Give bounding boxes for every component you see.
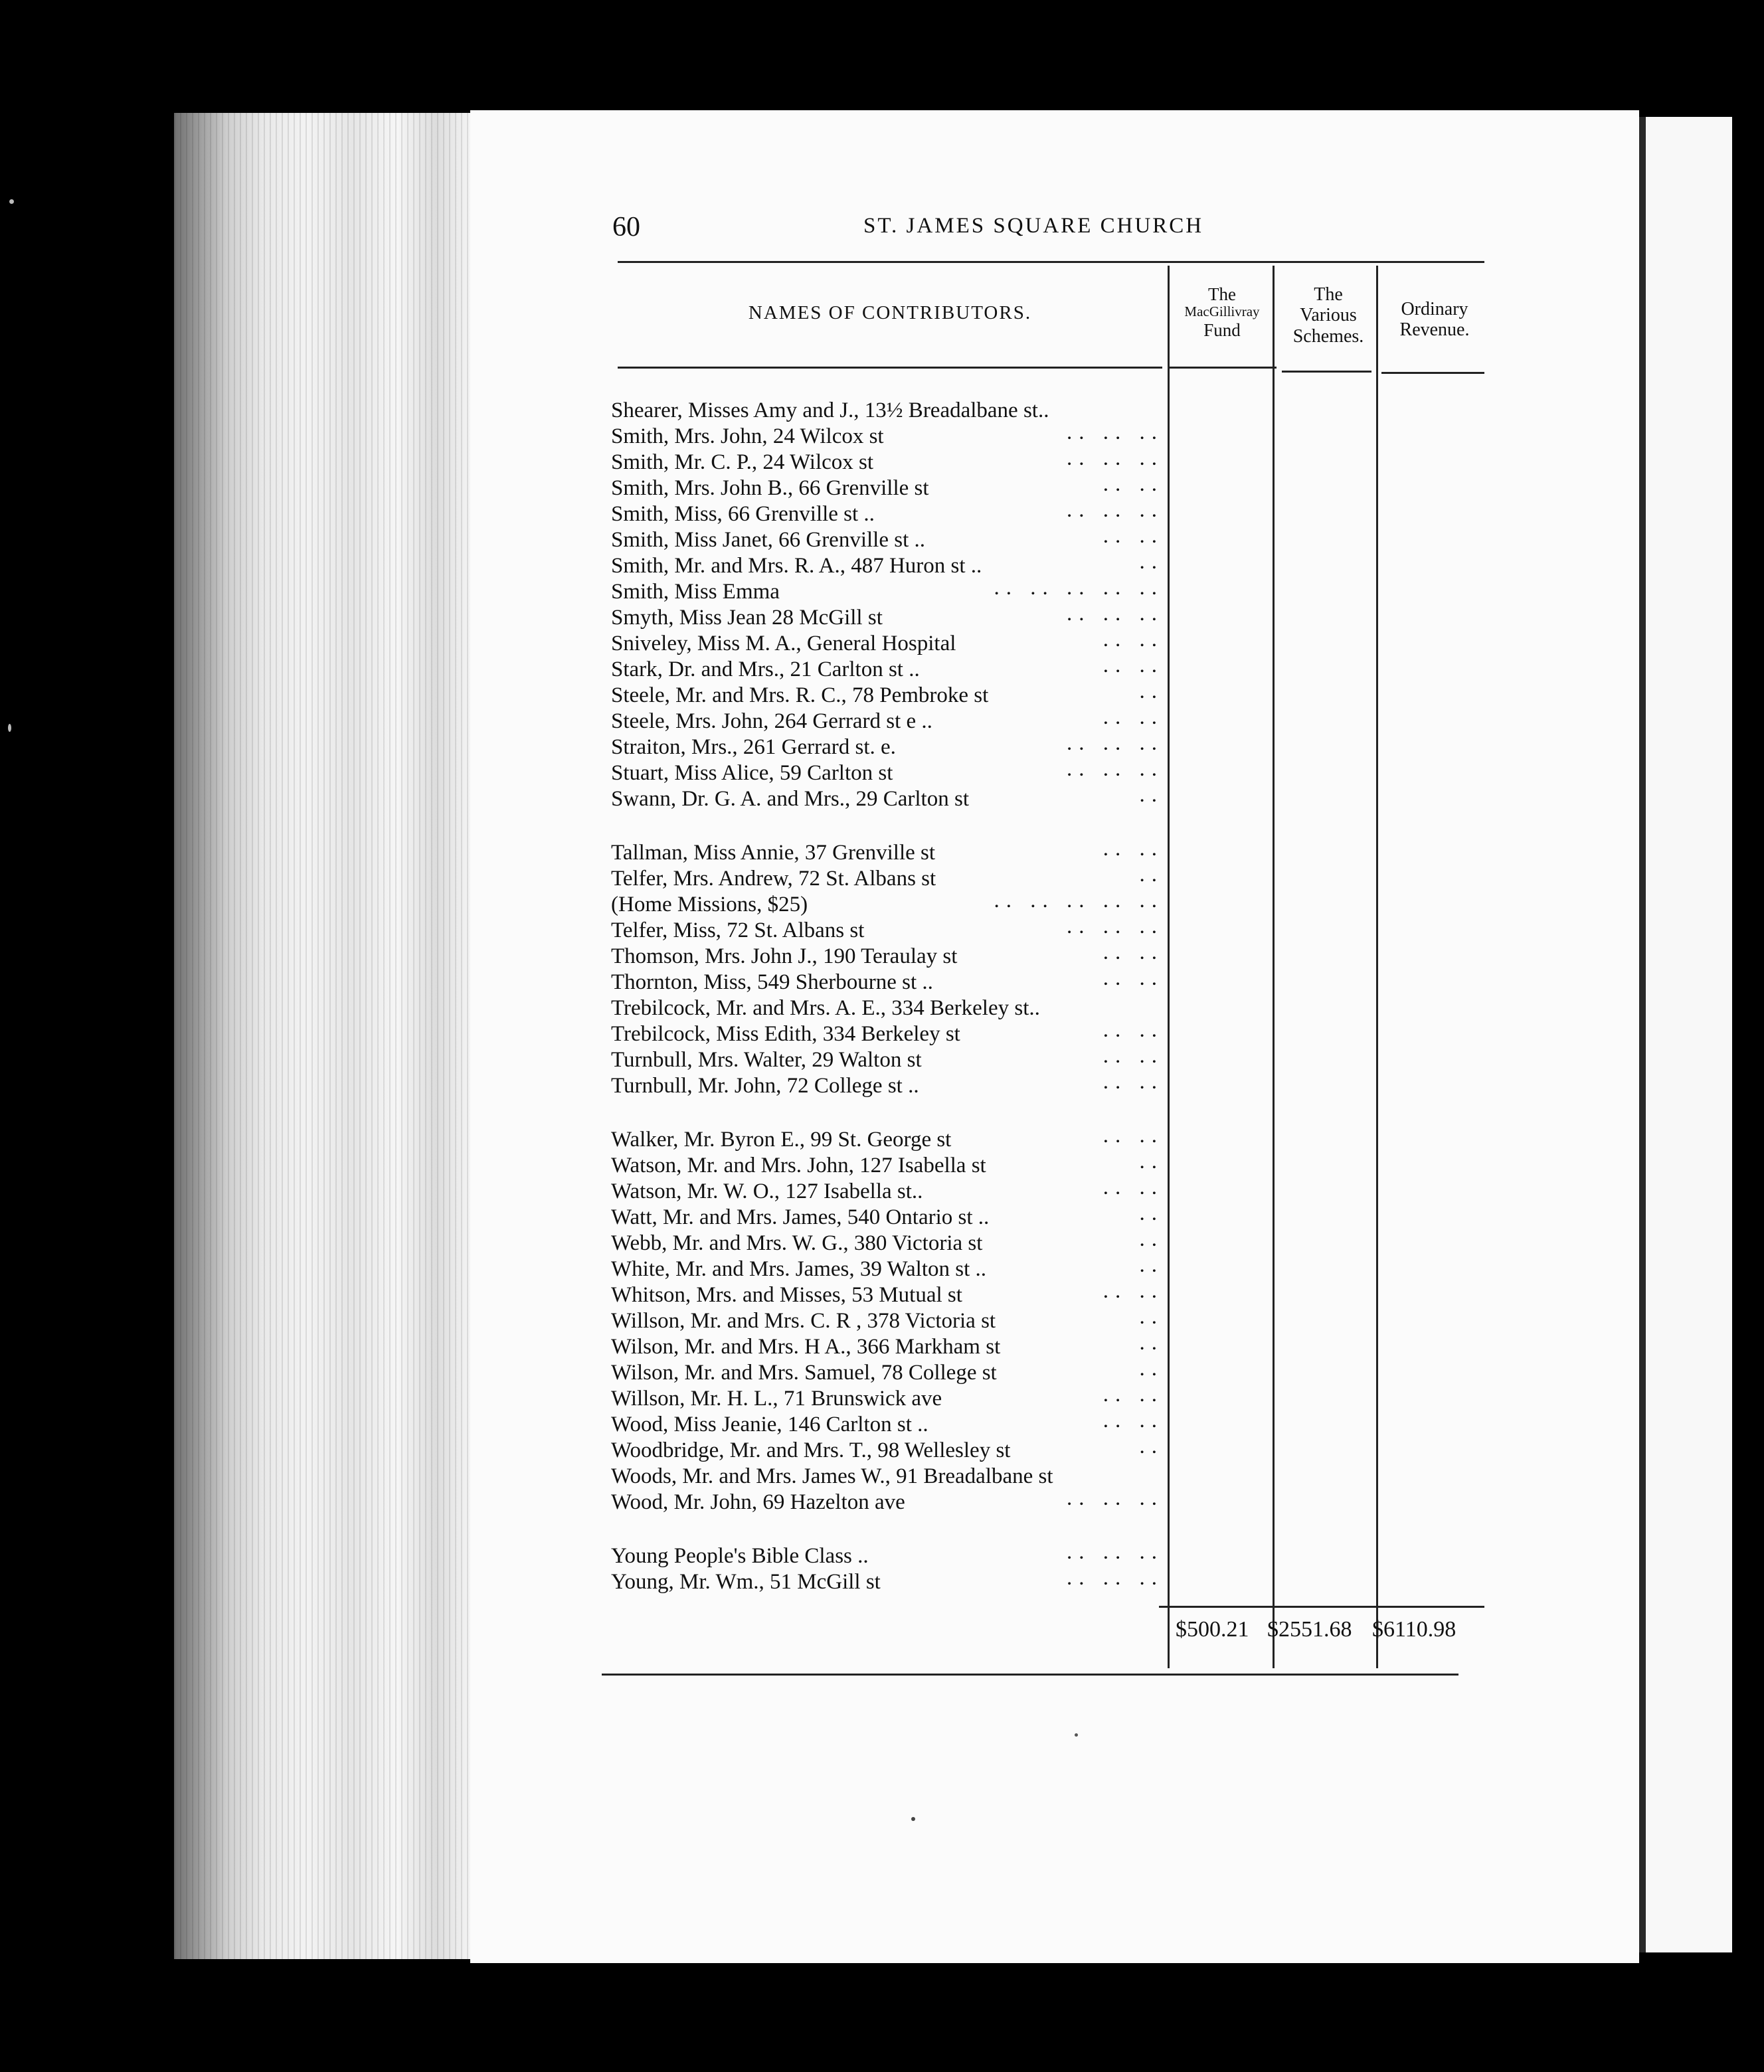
dot-leader: ..	[1139, 1227, 1164, 1251]
column-divider-3	[1376, 266, 1378, 1668]
dot-leader: .. ..	[1102, 1279, 1164, 1303]
dot-leader: .. .. ..	[1067, 1566, 1164, 1590]
table-row	[611, 1357, 1164, 1387]
table-row	[611, 1124, 1164, 1154]
table-row	[611, 1434, 1164, 1465]
totals-rule	[1159, 1606, 1484, 1608]
running-title: ST. JAMES SQUARE CHURCH	[863, 214, 1204, 238]
table-row	[611, 1305, 1164, 1336]
contributor-name: Walker, Mr. Byron E., 99 St. George st	[611, 1128, 952, 1152]
dot-leader: .. ..	[1102, 472, 1164, 496]
macgillivray-header-line: Fund	[1203, 319, 1241, 340]
names-column-header: NAMES OF CONTRIBUTORS.	[748, 302, 1032, 323]
contributor-name: Turnbull, Mrs. Walter, 29 Walton st	[611, 1048, 922, 1072]
book-page-edges	[174, 113, 472, 1959]
total-macgillivray-fund: $500.21	[1176, 1617, 1249, 1642]
dot-leader: .. .. .. .. ..	[994, 889, 1164, 912]
contributor-name: Straiton, Mrs., 261 Gerrard st. e.	[611, 735, 896, 759]
contributor-name: Tallman, Miss Annie, 37 Grenville st	[611, 841, 936, 865]
contributor-name: Woodbridge, Mr. and Mrs. T., 98 Wellesley st	[611, 1438, 1011, 1462]
contributor-name: White, Mr. and Mrs. James, 39 Walton st ..	[611, 1257, 987, 1281]
column-divider-1	[1168, 266, 1170, 1668]
table-row	[611, 837, 1164, 867]
dot-leader: .. .. ..	[1067, 602, 1164, 626]
dot-leader: .. ..	[1102, 1124, 1164, 1148]
revenue-header-line: Revenue.	[1399, 319, 1470, 341]
dot-leader: .. .. ..	[1067, 420, 1164, 444]
dot-leader: ..	[1139, 1357, 1164, 1381]
contributor-name: Young, Mr. Wm., 51 McGill st	[611, 1570, 881, 1594]
contributor-name: Wood, Mr. John, 69 Hazelton ave	[611, 1490, 905, 1514]
contributor-name: Telfer, Mrs. Andrew, 72 St. Albans st	[611, 867, 936, 891]
table-row	[611, 783, 1164, 814]
table-row	[611, 1383, 1164, 1413]
table-row	[611, 602, 1164, 632]
dot-leader: .. .. ..	[1067, 914, 1164, 938]
contributor-name: Smith, Miss Janet, 66 Grenville st ..	[611, 528, 925, 552]
contributor-name: Smith, Mr. C. P., 24 Wilcox st	[611, 450, 874, 474]
dot-leader: .. .. ..	[1067, 498, 1164, 522]
bottom-rule	[602, 1674, 1458, 1676]
total-ordinary-revenue: $6110.98	[1372, 1617, 1456, 1642]
dot-leader: ..	[1139, 1331, 1164, 1355]
contributor-name: Wood, Miss Jeanie, 146 Carlton st ..	[611, 1413, 928, 1436]
table-row	[611, 1150, 1164, 1180]
dust-speck	[1075, 1733, 1078, 1737]
table-row	[611, 524, 1164, 555]
revenue-header-line: Ordinary	[1401, 299, 1468, 319]
dot-leader: .. .. .. .. ..	[994, 576, 1164, 600]
contributor-name: Thornton, Miss, 549 Sherbourne st ..	[611, 970, 933, 994]
contributor-name: Smith, Mrs. John B., 66 Grenville st	[611, 476, 929, 500]
dot-leader: .. ..	[1102, 653, 1164, 677]
header-rule-col1	[1169, 367, 1277, 369]
table-row	[611, 757, 1164, 788]
table-row	[611, 1566, 1164, 1597]
contributor-name: Trebilcock, Miss Edith, 334 Berkeley st	[611, 1022, 960, 1046]
contributor-name: Smith, Miss, 66 Grenville st ..	[611, 502, 875, 526]
table-row	[611, 1044, 1164, 1075]
schemes-header-line: Various	[1300, 305, 1357, 326]
dot-leader: .. ..	[1102, 1018, 1164, 1042]
schemes-header-line: The	[1314, 284, 1343, 305]
macgillivray-header-line: The	[1208, 284, 1236, 304]
dot-leader: ..	[1139, 1150, 1164, 1173]
dot-leader: .. ..	[1102, 1175, 1164, 1199]
contributor-name: Young People's Bible Class ..	[611, 1544, 869, 1568]
macgillivray-fund-header	[1172, 284, 1272, 340]
dot-leader: .. ..	[1102, 837, 1164, 861]
contributor-name: Smyth, Miss Jean 28 McGill st	[611, 606, 883, 630]
contributor-name: Watson, Mr. W. O., 127 Isabella st..	[611, 1179, 923, 1203]
table-row	[611, 1409, 1164, 1439]
dot-leader: .. ..	[1102, 524, 1164, 548]
contributor-name: Wilson, Mr. and Mrs. Samuel, 78 College st	[611, 1361, 997, 1385]
dust-speck	[8, 724, 11, 732]
table-row	[611, 446, 1164, 477]
page-number: 60	[612, 212, 640, 242]
table-row	[611, 914, 1164, 945]
contributor-name: Sniveley, Miss M. A., General Hospital	[611, 632, 956, 655]
dot-leader: .. ..	[1102, 1383, 1164, 1407]
dot-leader: ..	[1139, 783, 1164, 807]
various-schemes-header	[1279, 284, 1378, 347]
dot-leader: .. .. ..	[1067, 446, 1164, 470]
dust-speck	[911, 1817, 915, 1821]
table-row	[611, 1070, 1164, 1100]
table-row	[611, 653, 1164, 684]
contributor-name: Smith, Mrs. John, 24 Wilcox st	[611, 424, 884, 448]
contributor-name: Willson, Mr. H. L., 71 Brunswick ave	[611, 1387, 942, 1411]
contributor-name: Trebilcock, Mr. and Mrs. A. E., 334 Berkeley st..	[611, 996, 1040, 1020]
contributor-name: Steele, Mrs. John, 264 Gerrard st e ..	[611, 709, 932, 733]
macgillivray-header-line: MacGillivray	[1184, 303, 1260, 320]
contributor-name: Smith, Miss Emma	[611, 580, 780, 604]
contributor-name: Smith, Mr. and Mrs. R. A., 487 Huron st ..	[611, 554, 982, 578]
dot-leader: .. ..	[1102, 1044, 1164, 1068]
schemes-header-line: Schemes.	[1292, 325, 1364, 347]
dot-leader: ..	[1139, 679, 1164, 703]
dot-leader: .. .. ..	[1067, 757, 1164, 781]
table-row	[611, 1018, 1164, 1049]
contributor-name: Thomson, Mrs. John J., 190 Teraulay st	[611, 944, 958, 968]
dot-leader: .. ..	[1102, 1409, 1164, 1432]
dot-leader: ..	[1139, 863, 1164, 887]
book-gutter	[1639, 117, 1646, 1952]
header-rule-col2	[1282, 371, 1371, 373]
contributor-name: Watson, Mr. and Mrs. John, 127 Isabella st	[611, 1154, 986, 1177]
dot-leader: ..	[1139, 1201, 1164, 1225]
table-row	[611, 1227, 1164, 1258]
table-row	[611, 498, 1164, 529]
dot-leader: .. ..	[1102, 1070, 1164, 1094]
table-row	[611, 628, 1164, 658]
table-row	[611, 679, 1164, 710]
dot-leader: ..	[1139, 1434, 1164, 1458]
table-row	[611, 1279, 1164, 1310]
contributor-name: Shearer, Misses Amy and J., 13½ Breadalbane st..	[611, 398, 1049, 422]
dot-leader: .. .. ..	[1067, 1540, 1164, 1564]
contributor-name: Webb, Mr. and Mrs. W. G., 380 Victoria st	[611, 1231, 983, 1255]
contributor-name: Watt, Mr. and Mrs. James, 540 Ontario st ..	[611, 1205, 990, 1229]
dot-leader: .. ..	[1102, 940, 1164, 964]
table-row	[611, 940, 1164, 971]
contributor-name: Turnbull, Mr. John, 72 College st ..	[611, 1074, 919, 1098]
dot-leader: ..	[1139, 550, 1164, 574]
table-row	[611, 1201, 1164, 1232]
total-various-schemes: $2551.68	[1267, 1617, 1352, 1642]
dot-leader: .. ..	[1102, 966, 1164, 990]
dust-speck	[9, 199, 14, 204]
column-divider-2	[1273, 266, 1275, 1668]
header-rule-col3	[1381, 372, 1484, 374]
contributor-name: Stark, Dr. and Mrs., 21 Carlton st ..	[611, 657, 920, 681]
facing-page-edge	[1646, 117, 1732, 1952]
contributor-name: Woods, Mr. and Mrs. James W., 91 Breadalbane st	[611, 1464, 1053, 1488]
contributor-name: Whitson, Mrs. and Misses, 53 Mutual st	[611, 1283, 962, 1307]
contributor-name: Willson, Mr. and Mrs. C. R , 378 Victoria st	[611, 1309, 996, 1333]
table-row	[611, 1175, 1164, 1206]
contributor-name: (Home Missions, $25)	[611, 893, 808, 916]
header-rule-top	[618, 261, 1484, 263]
dot-leader: .. ..	[1102, 705, 1164, 729]
table-row	[611, 966, 1164, 997]
dot-leader: ..	[1139, 1253, 1164, 1277]
table-row	[611, 1253, 1164, 1284]
contributor-name: Telfer, Miss, 72 St. Albans st	[611, 918, 865, 942]
dot-leader: ..	[1139, 1305, 1164, 1329]
table-row	[611, 1486, 1164, 1517]
ordinary-revenue-header	[1385, 299, 1484, 341]
dot-leader: .. ..	[1102, 628, 1164, 651]
table-row	[611, 996, 1164, 1023]
contributor-name: Stuart, Miss Alice, 59 Carlton st	[611, 761, 893, 785]
contributor-name: Wilson, Mr. and Mrs. H A., 366 Markham st	[611, 1335, 1001, 1359]
table-row	[611, 1331, 1164, 1361]
contributor-name: Steele, Mr. and Mrs. R. C., 78 Pembroke st	[611, 683, 989, 707]
dot-leader: .. .. ..	[1067, 731, 1164, 755]
contributor-name: Swann, Dr. G. A. and Mrs., 29 Carlton st	[611, 787, 969, 811]
dot-leader: .. .. ..	[1067, 1486, 1164, 1510]
header-rule-names	[618, 367, 1162, 369]
